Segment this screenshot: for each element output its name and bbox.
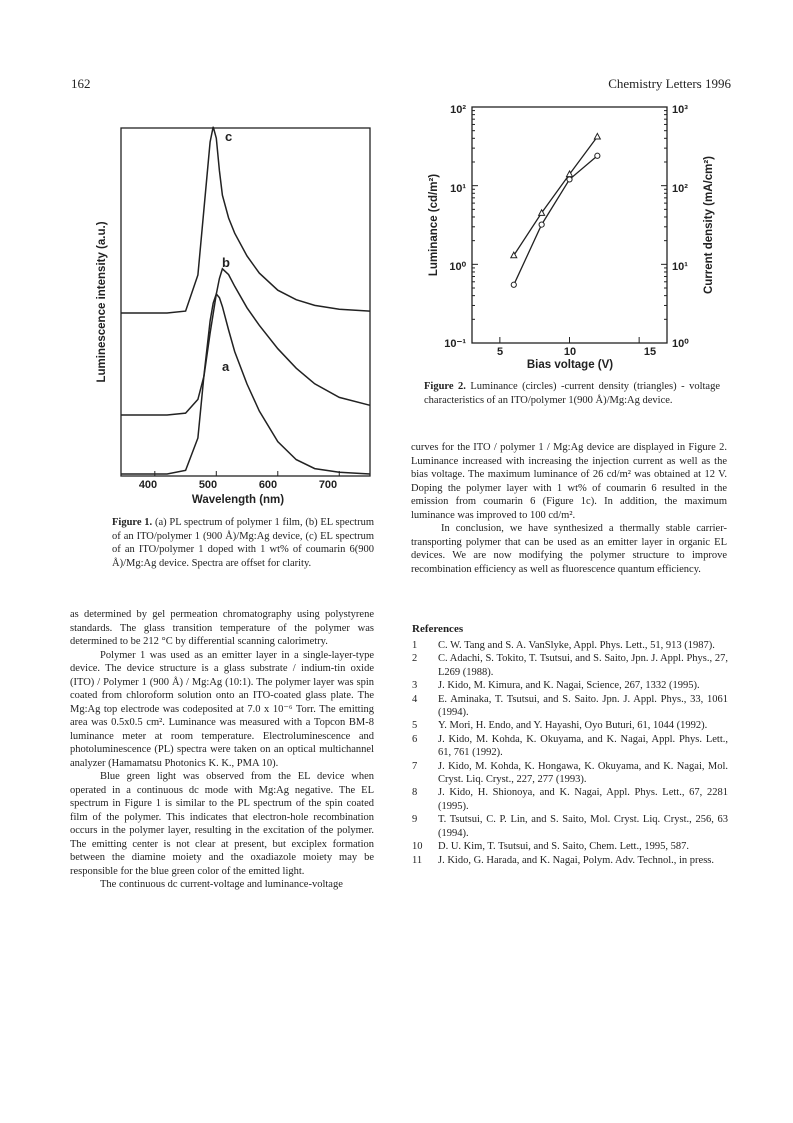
- figure1-label-c: c: [225, 129, 233, 144]
- figure2-ylabel-right: Current density (mA/cm²): [703, 155, 715, 295]
- reference-text: E. Aminaka, T. Tsutsui, and S. Saito. Jpn. J. Appl. Phys., 33, 1061 (1994).: [438, 693, 728, 719]
- figure1-xtick-500: 500: [198, 479, 218, 491]
- spectrum-curve-c: [121, 127, 370, 313]
- figure2-ytick-right-10: 10¹: [672, 261, 688, 273]
- reference-number: 4: [412, 693, 418, 705]
- reference-item: [412, 652, 728, 679]
- figure2-ytick-right-1000: 10³: [672, 104, 688, 116]
- reference-item: [412, 760, 728, 787]
- figure2-caption-label: Figure 2.: [424, 381, 466, 392]
- reference-text: C. Adachi, S. Tokito, T. Tsutsui, and S. Saito, Jpn. J. Appl. Phys., 27, L269 (1988).: [438, 653, 728, 678]
- reference-text: J. Kido, M. Kimura, and K. Nagai, Science, 267, 1332 (1995).: [438, 680, 700, 692]
- figure1-xtick-400: 400: [138, 479, 158, 491]
- current-density-line: [514, 137, 598, 256]
- reference-number: 3: [412, 680, 418, 692]
- figure2-xtick-5: 5: [496, 346, 504, 358]
- figure2-caption: [424, 380, 720, 407]
- current-density-point: [594, 133, 600, 139]
- figure1-label-b: b: [222, 255, 230, 270]
- figure2-plot-frame: [472, 107, 667, 343]
- reference-number: 10: [412, 841, 423, 853]
- figure1-caption-text: (a) PL spectrum of polymer 1 film, (b) EL spectrum of an ITO/polymer 1 (900 Å)/Mg:Ag device, (c) EL spectrum of an ITO/polymer 1 doped with 1 wt% of coumarin 6(900 Å)/Mg:Ag device. Spectra are offset for clarity.: [112, 517, 375, 569]
- paragraph: The continuous dc current-voltage and luminance-voltage: [100, 879, 343, 890]
- page-number: 162: [71, 76, 91, 91]
- figure1-xtick-700: 700: [318, 479, 338, 491]
- figure2-chart: [420, 97, 730, 377]
- figure2-ytick-right-100: 10²: [672, 183, 688, 195]
- reference-item: [412, 786, 728, 813]
- figure2-xtick-15: 15: [643, 346, 657, 358]
- reference-item: [412, 813, 728, 840]
- figure1-xtick-600: 600: [258, 479, 278, 491]
- reference-number: 1: [412, 640, 418, 651]
- reference-number: 7: [412, 760, 418, 772]
- reference-item: [412, 854, 728, 867]
- figure1-plot-frame: [121, 128, 370, 476]
- paragraph: Blue green light was observed from the EL device when operated in a continuous dc mode with Mg:Ag negative. The EL spectrum in Figure 1 is similar to the PL spectrum of the spin coated film of the polymer. This indicates that electron-hole recombination occurs in the polymer layer, resulting in the excitation of the polymer. The emitting center is not clear at present, but exciplex formation between the diamine moiety and the oxadiazole moiety may be responsible for the blue green color of the emitted light.: [70, 771, 374, 877]
- paragraph: Polymer 1 was used as an emitter layer in a single-layer-type device. The device structure is a glass substrate / indium-tin oxide (ITO) / Polymer 1 (900 Å) / Mg:Ag (10:1). The polymer layer was spin coated from chloroform solution onto an ITO-coated glass plate. The Mg:Ag top electrode was codeposited at 7.0 x 10⁻⁶ Torr. The emitting area was 0.5x0.5 cm². Luminance was measured with a Topcon BM-8 luminance meter at room temperature. Electroluminescence and photoluminescence (PL) spectra were taken on an optical multichannel analyzer (Hamamatsu Photonics K. K., PMA 10).: [70, 649, 374, 769]
- reference-text: C. W. Tang and S. A. VanSlyke, Appl. Phys. Lett., 51, 913 (1987).: [438, 640, 715, 651]
- reference-list: [412, 639, 728, 867]
- reference-text: J. Kido, H. Shionoya, and K. Nagai, Appl. Phys. Lett., 67, 2281 (1995).: [438, 787, 728, 812]
- paragraph: curves for the ITO / polymer 1 / Mg:Ag device are displayed in Figure 2. Luminance increased with increasing the injection current as well as the bias voltage. The maximum luminance of 26 cd/m² was obtained at 12 V. Doping the polymer layer with 1 wt% of coumarin 6 resulted in the emission from coumarin 6 (Figure 1c). In addition, the maximum luminance was improved to 100 cd/m².: [411, 442, 727, 521]
- paragraph: In conclusion, we have synthesized a thermally stable carrier-transporting polymer that can be used as an emitter layer in organic EL devices. We are now modifying the polymer structure to improve recombination efficiency as well as fluorescence quantum efficiency.: [411, 523, 727, 575]
- reference-number: 5: [412, 720, 418, 732]
- reference-item: [412, 733, 728, 760]
- right-column-text: [411, 441, 727, 576]
- figure1-caption: [112, 516, 374, 570]
- luminance-line: [514, 156, 598, 285]
- left-column-text: [70, 608, 374, 892]
- reference-number: 9: [412, 814, 418, 826]
- reference-number: 2: [412, 653, 418, 665]
- reference-item: [412, 719, 728, 732]
- figure1-chart: [85, 95, 375, 520]
- reference-text: J. Kido, G. Harada, and K. Nagai, Polym. Adv. Technol., in press.: [438, 854, 715, 866]
- figure2-ytick-left-10: 10¹: [450, 183, 466, 195]
- figure2-caption-text: Luminance (circles) -current density (triangles) - voltage characteristics of an ITO/polymer 1(900 Å)/Mg:Ag device.: [424, 381, 720, 406]
- reference-text: Y. Mori, H. Endo, and Y. Hayashi, Oyo Buturi, 61, 1044 (1992).: [438, 720, 708, 732]
- figure1-label-a: a: [222, 359, 230, 374]
- reference-text: J. Kido, M. Kohda, K. Hongawa, K. Okuyama, and K. Nagai, Mol. Cryst. Liq. Cryst., 227, 277 (1993).: [438, 760, 728, 786]
- luminance-point: [511, 282, 516, 287]
- paragraph: as determined by gel permeation chromatography using polystyrene standards. The glass transition temperature of the polymer was determined to be 212 °C by differential scanning calorimetry.: [70, 609, 374, 647]
- reference-item: [412, 639, 728, 652]
- figure1-xlabel: Wavelength (nm): [191, 494, 285, 506]
- figure2-ylabel-left: Luminance (cd/m²): [428, 173, 440, 277]
- reference-number: 11: [412, 854, 423, 866]
- figure2-xlabel: Bias voltage (V): [526, 359, 614, 371]
- reference-number: 8: [412, 787, 418, 799]
- figure2-ytick-left-1: 10⁰: [449, 261, 466, 273]
- figure1-caption-label: Figure 1.: [112, 517, 153, 528]
- reference-item: [412, 679, 728, 692]
- spectrum-curve-b: [121, 269, 370, 415]
- reference-text: D. U. Kim, T. Tsutsui, and S. Saito, Chem. Lett., 1995, 587.: [438, 841, 689, 853]
- figure2-ytick-left-0.1: 10⁻¹: [444, 338, 466, 350]
- reference-text: T. Tsutsui, C. P. Lin, and S. Saito, Mol. Cryst. Liq. Cryst., 256, 63 (1994).: [438, 814, 728, 839]
- figure2-ytick-right-1: 10⁰: [672, 338, 689, 350]
- luminance-point: [595, 153, 600, 158]
- figure1-ylabel: Luminescence intensity (a.u.): [96, 221, 108, 383]
- luminance-point: [539, 222, 544, 227]
- reference-item: [412, 840, 728, 853]
- reference-number: 6: [412, 733, 418, 745]
- journal-title: Chemistry Letters 1996: [608, 76, 731, 91]
- references-heading: References: [412, 623, 464, 635]
- figure2-xtick-10: 10: [563, 346, 577, 358]
- reference-item: [412, 693, 728, 720]
- figure2-ytick-left-100: 10²: [450, 104, 466, 116]
- reference-text: J. Kido, M. Kohda, K. Okuyama, and K. Nagai, Appl. Phys. Lett., 61, 761 (1992).: [438, 733, 728, 759]
- spectrum-curve-a: [121, 294, 370, 474]
